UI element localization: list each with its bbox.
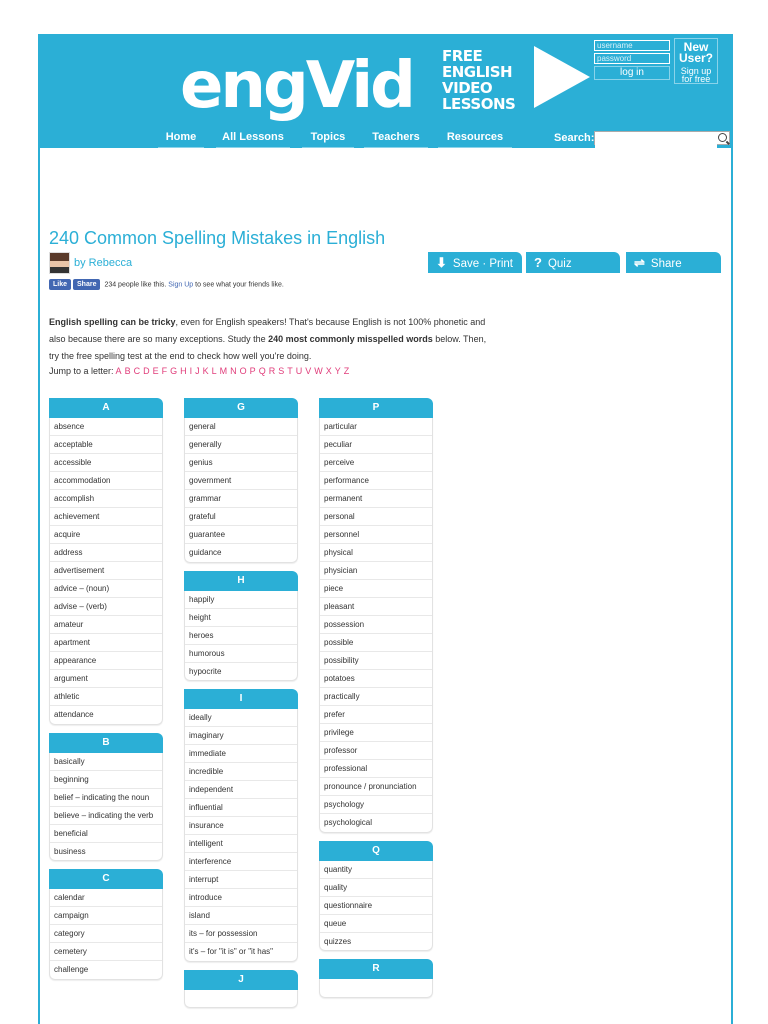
word-item: peculiar	[320, 436, 432, 454]
word-item: professor	[320, 742, 432, 760]
word-item-placeholder	[320, 979, 432, 997]
word-item: heroes	[185, 627, 297, 645]
word-item: accomplish	[50, 490, 162, 508]
intro-paragraph	[49, 314, 489, 365]
word-item: pronounce / pronunciation	[320, 778, 432, 796]
word-item: acceptable	[50, 436, 162, 454]
letter-link-k[interactable]: K	[202, 366, 209, 376]
search-icon[interactable]	[718, 133, 727, 142]
word-item: hypocrite	[189, 666, 222, 676]
share-icon: ⇌	[634, 255, 645, 270]
fb-signup-suffix: to see what your friends like.	[195, 281, 284, 289]
signup-label: for free	[681, 74, 711, 84]
word-item: possession	[320, 616, 432, 634]
download-icon: ⬇	[436, 255, 447, 270]
letter-header: C	[49, 869, 163, 889]
word-list	[319, 979, 433, 998]
fb-like-button[interactable]: Like	[49, 279, 71, 290]
letter-link-q[interactable]: Q	[258, 366, 266, 376]
letter-link-r[interactable]: R	[268, 366, 276, 376]
word-item: advise – (verb)	[50, 598, 162, 616]
word-item: happily	[185, 591, 297, 609]
search-label: Search:	[554, 132, 595, 144]
word-item: achievement	[50, 508, 162, 526]
word-item: interrupt	[185, 871, 297, 889]
letter-link-x[interactable]: X	[325, 366, 332, 376]
word-item: apartment	[50, 634, 162, 652]
letter-header: R	[319, 959, 433, 979]
word-item: accessible	[50, 454, 162, 472]
letter-group-h	[184, 571, 298, 682]
tagline	[442, 48, 515, 112]
word-item: campaign	[50, 907, 162, 925]
letter-group-p	[319, 398, 433, 833]
word-item: argument	[50, 670, 162, 688]
nav-resources[interactable]: Resources	[438, 128, 512, 148]
word-item: prefer	[320, 706, 432, 724]
word-item: general	[185, 418, 297, 436]
word-item: quizzes	[324, 936, 352, 946]
letter-link-s[interactable]: S	[278, 366, 285, 376]
word-item: basically	[50, 753, 162, 771]
word-list	[49, 418, 163, 725]
letter-header: B	[49, 733, 163, 753]
word-item: influential	[185, 799, 297, 817]
word-list	[49, 889, 163, 980]
word-item: address	[50, 544, 162, 562]
word-item: amateur	[50, 616, 162, 634]
word-item: generally	[185, 436, 297, 454]
word-item: cemetery	[50, 943, 162, 961]
nav-topics[interactable]: Topics	[302, 128, 354, 148]
letter-link-u[interactable]: U	[295, 366, 303, 376]
letter-group-g	[184, 398, 298, 563]
word-item: athletic	[50, 688, 162, 706]
word-item: physical	[320, 544, 432, 562]
login-form	[594, 40, 672, 80]
letter-link-g[interactable]: G	[170, 366, 178, 376]
word-item: advice – (noun)	[50, 580, 162, 598]
word-item: challenge	[54, 965, 89, 974]
word-item: imaginary	[185, 727, 297, 745]
letter-group-j	[184, 970, 298, 1009]
letter-link-y[interactable]: Y	[334, 366, 341, 376]
password-input[interactable]	[594, 53, 670, 64]
word-item: appearance	[50, 652, 162, 670]
word-item: perceive	[320, 454, 432, 472]
word-item: personal	[320, 508, 432, 526]
quiz-button[interactable]	[526, 252, 620, 273]
username-input[interactable]	[594, 40, 670, 51]
word-item: possibility	[320, 652, 432, 670]
letter-link-v[interactable]: V	[305, 366, 312, 376]
signup-label: Sign up	[680, 66, 712, 76]
word-item: island	[185, 907, 297, 925]
word-item: pleasant	[320, 598, 432, 616]
login-button[interactable]: log in	[594, 66, 670, 80]
letter-link-t[interactable]: T	[287, 366, 293, 376]
letter-link-b[interactable]: B	[124, 366, 131, 376]
word-column	[319, 398, 433, 1006]
word-item: quality	[320, 879, 432, 897]
intro-bold: 240 most commonly misspelled words	[268, 334, 433, 344]
word-item: immediate	[185, 745, 297, 763]
word-item-placeholder	[185, 990, 297, 1008]
letter-link-p[interactable]: P	[249, 366, 256, 376]
word-item: insurance	[185, 817, 297, 835]
letter-header: I	[184, 689, 298, 709]
word-item: beneficial	[50, 825, 162, 843]
avatar[interactable]	[49, 252, 70, 274]
letter-header: G	[184, 398, 298, 418]
word-item: interference	[185, 853, 297, 871]
author-byline[interactable]: by Rebecca	[74, 257, 133, 269]
share-button[interactable]	[626, 252, 721, 273]
intro-bold: English spelling can be tricky	[49, 317, 176, 327]
signup-button[interactable]	[674, 38, 718, 84]
site-header	[38, 34, 733, 148]
word-item: incredible	[185, 763, 297, 781]
letter-link-w[interactable]: W	[314, 366, 323, 376]
tagline-line: ENGLISH	[442, 63, 513, 81]
letter-header: P	[319, 398, 433, 418]
word-item: professional	[320, 760, 432, 778]
word-item: practically	[320, 688, 432, 706]
nav-home[interactable]: Home	[158, 128, 204, 148]
new-user-label: New	[683, 40, 709, 54]
nav-teachers[interactable]: Teachers	[364, 128, 428, 148]
word-item: business	[54, 846, 86, 856]
word-item: beginning	[50, 771, 162, 789]
word-item: it's – for "it is" or "it has"	[189, 947, 274, 956]
tagline-line: FREE	[442, 47, 483, 65]
letter-link-h[interactable]: H	[180, 366, 187, 376]
search-box	[594, 131, 730, 145]
play-icon	[534, 46, 590, 108]
word-item: personnel	[320, 526, 432, 544]
word-list	[184, 418, 298, 563]
letter-header: H	[184, 571, 298, 591]
word-item: grammar	[185, 490, 297, 508]
word-item: ideally	[185, 709, 297, 727]
letter-group-c	[49, 869, 163, 980]
letter-group-a	[49, 398, 163, 725]
word-item: accommodation	[50, 472, 162, 490]
word-list	[184, 591, 298, 682]
letter-link-m[interactable]: M	[219, 366, 228, 376]
word-item: privilege	[320, 724, 432, 742]
word-item: independent	[185, 781, 297, 799]
word-list	[49, 753, 163, 862]
word-item: belief – indicating the noun	[50, 789, 162, 807]
word-item: attendance	[54, 710, 94, 719]
word-item: psychological	[324, 818, 373, 827]
word-list	[184, 990, 298, 1009]
letter-link-n[interactable]: N	[230, 366, 237, 376]
lesson-actions	[428, 252, 721, 273]
letter-group-b	[49, 733, 163, 862]
word-item: performance	[320, 472, 432, 490]
word-item: believe – indicating the verb	[50, 807, 162, 825]
letter-link-f[interactable]: F	[161, 366, 168, 376]
word-item: piece	[320, 580, 432, 598]
letter-link-z[interactable]: Z	[343, 366, 350, 376]
word-item: humorous	[185, 645, 297, 663]
page-title: 240 Common Spelling Mistakes in English	[49, 228, 386, 248]
site-logo[interactable]: engVid	[180, 49, 413, 123]
letter-link-a[interactable]: A	[115, 366, 122, 376]
fb-count: 234 people like this.	[104, 281, 167, 289]
word-item: intelligent	[185, 835, 297, 853]
word-item: its – for possession	[185, 925, 297, 943]
word-item: queue	[320, 915, 432, 933]
letter-links	[116, 366, 353, 376]
letter-header: J	[184, 970, 298, 990]
tagline-line: VIDEO	[442, 79, 493, 97]
question-icon: ?	[534, 255, 542, 270]
word-item: introduce	[185, 889, 297, 907]
word-item: height	[185, 609, 297, 627]
word-column	[49, 398, 163, 988]
word-item: quantity	[320, 861, 432, 879]
word-item: physician	[320, 562, 432, 580]
intro-text: below. Then, try the free spelling test at the end to check how well you're doing.	[49, 334, 487, 361]
word-item: category	[50, 925, 162, 943]
letter-link-o[interactable]: O	[239, 366, 247, 376]
word-item: government	[185, 472, 297, 490]
jump-to-letter	[49, 366, 352, 376]
word-list	[319, 861, 433, 952]
word-item: advertisement	[50, 562, 162, 580]
nav-all-lessons[interactable]: All Lessons	[216, 128, 290, 148]
letter-header: Q	[319, 841, 433, 861]
letter-link-c[interactable]: C	[133, 366, 141, 376]
quiz-label: Quiz	[547, 258, 572, 270]
word-item: calendar	[50, 889, 162, 907]
intro-text: , even for English speakers! That's because English is not 100% phonetic and also because there are so many exceptions. Study the	[49, 317, 486, 344]
share-label: Share	[650, 258, 682, 270]
tagline-line: LESSONS	[442, 95, 516, 113]
word-list	[184, 709, 298, 962]
word-item: psychology	[320, 796, 432, 814]
word-item: guarantee	[185, 526, 297, 544]
letter-link-j[interactable]: J	[195, 366, 200, 376]
word-item: permanent	[320, 490, 432, 508]
word-item: grateful	[185, 508, 297, 526]
word-column	[184, 398, 298, 1016]
word-item: guidance	[189, 548, 222, 557]
word-item: genius	[185, 454, 297, 472]
word-item: possible	[320, 634, 432, 652]
word-item: absence	[50, 418, 162, 436]
facebook-row	[49, 279, 284, 290]
letter-link-e[interactable]: E	[152, 366, 159, 376]
jump-label: Jump to a letter:	[49, 366, 114, 376]
word-item: particular	[320, 418, 432, 436]
save-print-label: Save · Print	[452, 258, 513, 270]
fb-share-button[interactable]: Share	[73, 279, 100, 290]
letter-link-d[interactable]: D	[143, 366, 150, 376]
letter-link-i[interactable]: I	[189, 366, 193, 376]
save-print-button[interactable]	[428, 252, 522, 273]
letter-group-i	[184, 689, 298, 962]
new-user-label: User?	[678, 51, 713, 65]
letter-group-q	[319, 841, 433, 952]
fb-signup-link[interactable]: Sign Up	[168, 281, 194, 289]
main-nav	[38, 128, 733, 150]
letter-header: A	[49, 398, 163, 418]
word-item: questionnaire	[320, 897, 432, 915]
letter-group-r	[319, 959, 433, 998]
word-item: acquire	[50, 526, 162, 544]
word-list	[319, 418, 433, 833]
search-input[interactable]	[595, 136, 717, 148]
word-item: potatoes	[320, 670, 432, 688]
letter-link-l[interactable]: L	[211, 366, 217, 376]
